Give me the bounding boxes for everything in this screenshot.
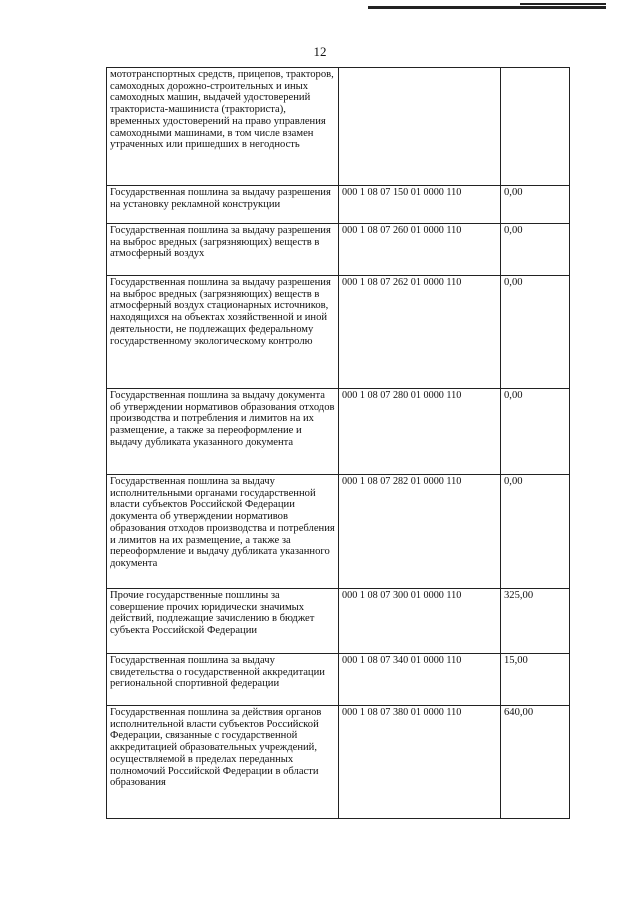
table-row (107, 186, 570, 224)
amount-value: 0,00 (504, 476, 523, 487)
amount-value: 325,00 (504, 590, 534, 601)
amount-cell (501, 276, 570, 389)
header-rule (368, 6, 606, 9)
table-row (107, 654, 570, 706)
budget-code: 000 1 08 07 260 01 0000 110 (342, 225, 462, 236)
fee-name-cell: Государственная пошлина за выдачу разрешения на установку рекламной конструкции (107, 186, 339, 224)
budget-code-cell (339, 475, 501, 589)
table-row (107, 389, 570, 475)
fee-name-cell: Государственная пошлина за действия органов исполнительной власти субъектов Российской Федерации, связанные с государственной аккредитацией образовательных учреждений, осуществляемой в пределах переданных полномочий Российской Федерации в области образования (107, 706, 339, 819)
budget-code: 000 1 08 07 280 01 0000 110 (342, 390, 462, 401)
budget-code: 000 1 08 07 150 01 0000 110 (342, 187, 462, 198)
amount-value: 0,00 (504, 277, 523, 288)
amount-cell (501, 224, 570, 276)
amount-cell (501, 389, 570, 475)
fee-name-cell: Государственная пошлина за выдачу свидетельства о государственной аккредитации региональной спортивной федерации (107, 654, 339, 706)
amount-cell (501, 654, 570, 706)
budget-code: 000 1 08 07 262 01 0000 110 (342, 277, 462, 288)
budget-code-cell (339, 224, 501, 276)
fee-name-cell: мототранспортных средств, прицепов, тракторов, самоходных дорожно-строительных и иных самоходных машин, выдачей удостоверений тракториста-машиниста (тракториста), временных удостоверений на право управления самоходными машинами, в том числе взамен утраченных или пришедших в негодность (107, 68, 339, 186)
budget-code-cell (339, 389, 501, 475)
budget-code-cell (339, 706, 501, 819)
header-rule-short (520, 3, 606, 5)
fees-table (106, 67, 570, 819)
amount-value: 0,00 (504, 225, 523, 236)
amount-value: 0,00 (504, 187, 523, 198)
budget-code-cell (339, 276, 501, 389)
budget-code: 000 1 08 07 282 01 0000 110 (342, 476, 462, 487)
table-row (107, 224, 570, 276)
budget-code: 000 1 08 07 340 01 0000 110 (342, 655, 462, 666)
table-row (107, 706, 570, 819)
amount-cell (501, 706, 570, 819)
budget-code-cell (339, 654, 501, 706)
table-row (107, 589, 570, 654)
table-row (107, 68, 570, 186)
amount-cell (501, 68, 570, 186)
fee-name-cell: Государственная пошлина за выдачу разрешения на выброс вредных (загрязняющих) веществ в атмосферный воздух стационарных источников, находящихся на объектах хозяйственной и иной деятельности, не подлежащих федеральному государственному экологическому контролю (107, 276, 339, 389)
amount-cell (501, 475, 570, 589)
fee-name-cell: Государственная пошлина за выдачу документа об утверждении нормативов образования отходов производства и потребления и лимитов на их размещение, а также за переоформление и выдачу дубликата указанного документа (107, 389, 339, 475)
amount-cell (501, 589, 570, 654)
table-row (107, 276, 570, 389)
table-row (107, 475, 570, 589)
budget-code-cell (339, 589, 501, 654)
budget-code: 000 1 08 07 300 01 0000 110 (342, 590, 462, 601)
amount-value: 0,00 (504, 390, 523, 401)
fee-name-cell: Государственная пошлина за выдачу разрешения на выброс вредных (загрязняющих) веществ в атмосферный воздух (107, 224, 339, 276)
amount-value: 15,00 (504, 655, 528, 666)
fee-name-cell: Государственная пошлина за выдачу исполнительными органами государственной власти субъектов Российской Федерации документа об утверждении нормативов образования отходов производства и потребления и лимитов на их размещение, а также за переоформление и выдачу дубликата указанного документа (107, 475, 339, 589)
budget-code-cell (339, 68, 501, 186)
page-number: 12 (313, 44, 327, 59)
amount-value: 640,00 (504, 707, 534, 718)
budget-code-cell (339, 186, 501, 224)
amount-cell (501, 186, 570, 224)
budget-code: 000 1 08 07 380 01 0000 110 (342, 707, 462, 718)
fee-name-cell: Прочие государственные пошлины за совершение прочих юридически значимых действий, подлежащие зачислению в бюджет субъекта Российской Федерации (107, 589, 339, 654)
